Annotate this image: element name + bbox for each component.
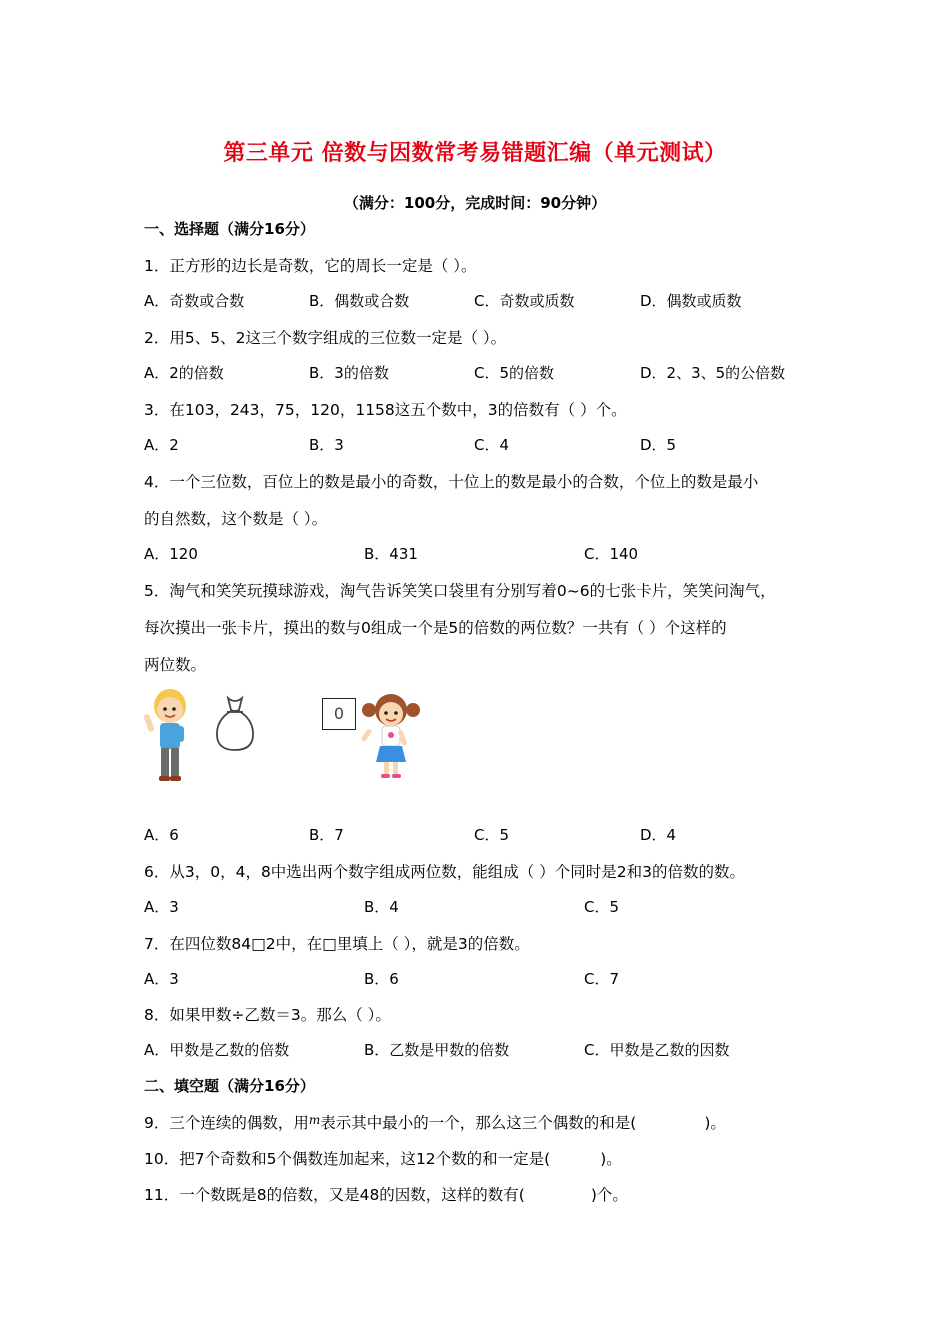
q1-option-d: D．偶数或质数 (640, 292, 742, 310)
q10-text-a: 10．把7个奇数和5个偶数连加起来，这12个数的和一定是( (144, 1150, 551, 1168)
bag-icon (212, 694, 258, 754)
question-3: 3．在103，243，75，120，1158这五个数中，3的倍数有（ ）个。 (144, 401, 627, 419)
question-5-line-1: 5．淘气和笑笑玩摸球游戏，淘气告诉笑笑口袋里有分别写着0~6的七张卡片，笑笑问淘气， (144, 582, 776, 600)
q5-option-a: A．6 (144, 826, 179, 844)
q9-text-c: )。 (704, 1114, 726, 1132)
q8-option-a: A．甲数是乙数的倍数 (144, 1041, 290, 1059)
section-heading-choice: 一、选择题（满分16分） (144, 220, 315, 238)
number-card (322, 698, 356, 730)
q2-option-d: D．2、3、5的公倍数 (640, 364, 786, 382)
q7-option-a: A．3 (144, 970, 179, 988)
section-heading-fill: 二、填空题（满分16分） (144, 1077, 315, 1095)
q6-option-a: A．3 (144, 898, 179, 916)
q7-option-c: C．7 (584, 970, 620, 988)
q11-text-a: 11．一个数既是8的倍数，又是48的因数，这样的数有( (144, 1186, 525, 1204)
number-card-label: 0 (333, 704, 345, 723)
question-4-line-1: 4．一个三位数，百位上的数是最小的奇数，十位上的数是最小的合数，个位上的数是最小 (144, 473, 759, 491)
question-6: 6．从3，0，4，8中选出两个数字组成两位数，能组成（ ）个同时是2和3的倍数的数。 (144, 863, 745, 881)
question-9 (144, 1111, 726, 1133)
q6-option-b: B．4 (364, 898, 399, 916)
page-subtitle: （满分：100分，完成时间：90分钟） (343, 194, 607, 212)
question-10 (144, 1147, 622, 1169)
q3-option-d: D．5 (640, 436, 677, 454)
q2-option-a: A．2的倍数 (144, 364, 224, 382)
boy-illustration (142, 684, 196, 784)
page-title: 第三单元 倍数与因数常考易错题汇编（单元测试） (223, 141, 727, 166)
q1-option-c: C．奇数或质数 (474, 292, 575, 310)
q9-variable: m (308, 1113, 321, 1127)
question-8: 8．如果甲数÷乙数＝3。那么（ ）。 (144, 1006, 391, 1024)
girl-illustration (360, 690, 422, 782)
q5-option-b: B．7 (309, 826, 344, 844)
question-5-line-2: 每次摸出一张卡片，摸出的数与0组成一个是5的倍数的两位数？一共有（ ）个这样的 (144, 619, 727, 637)
question-11 (144, 1183, 628, 1205)
question-4-line-2: 的自然数，这个数是（ ）。 (144, 510, 328, 528)
q2-option-c: C．5的倍数 (474, 364, 555, 382)
q11-text-b: )个。 (590, 1186, 628, 1204)
q3-option-b: B．3 (309, 436, 344, 454)
q1-option-a: A．奇数或合数 (144, 292, 245, 310)
q9-text-a: 9．三个连续的偶数，用 (144, 1114, 309, 1132)
q2-option-b: B．3的倍数 (309, 364, 389, 382)
q4-option-b: B．431 (364, 545, 418, 563)
q7-option-b: B．6 (364, 970, 399, 988)
q4-option-c: C．140 (584, 545, 639, 563)
question-1: 1．正方形的边长是奇数，它的周长一定是（ ）。 (144, 257, 477, 275)
q5-option-c: C．5 (474, 826, 510, 844)
q6-option-c: C．5 (584, 898, 620, 916)
question-2: 2．用5、5、2这三个数字组成的三位数一定是（ ）。 (144, 329, 507, 347)
q9-text-b: 表示其中最小的一个，那么这三个偶数的和是( (320, 1114, 637, 1132)
q10-text-b: )。 (600, 1150, 622, 1168)
q3-option-a: A．2 (144, 436, 179, 454)
q5-option-d: D．4 (640, 826, 677, 844)
question-7: 7．在四位数84□2中，在□里填上（ ），就是3的倍数。 (144, 935, 530, 953)
question-5-line-3: 两位数。 (144, 656, 207, 674)
q3-option-c: C．4 (474, 436, 510, 454)
q8-option-b: B．乙数是甲数的倍数 (364, 1041, 510, 1059)
q1-option-b: B．偶数或合数 (309, 292, 410, 310)
q8-option-c: C．甲数是乙数的因数 (584, 1041, 730, 1059)
q4-option-a: A．120 (144, 545, 198, 563)
